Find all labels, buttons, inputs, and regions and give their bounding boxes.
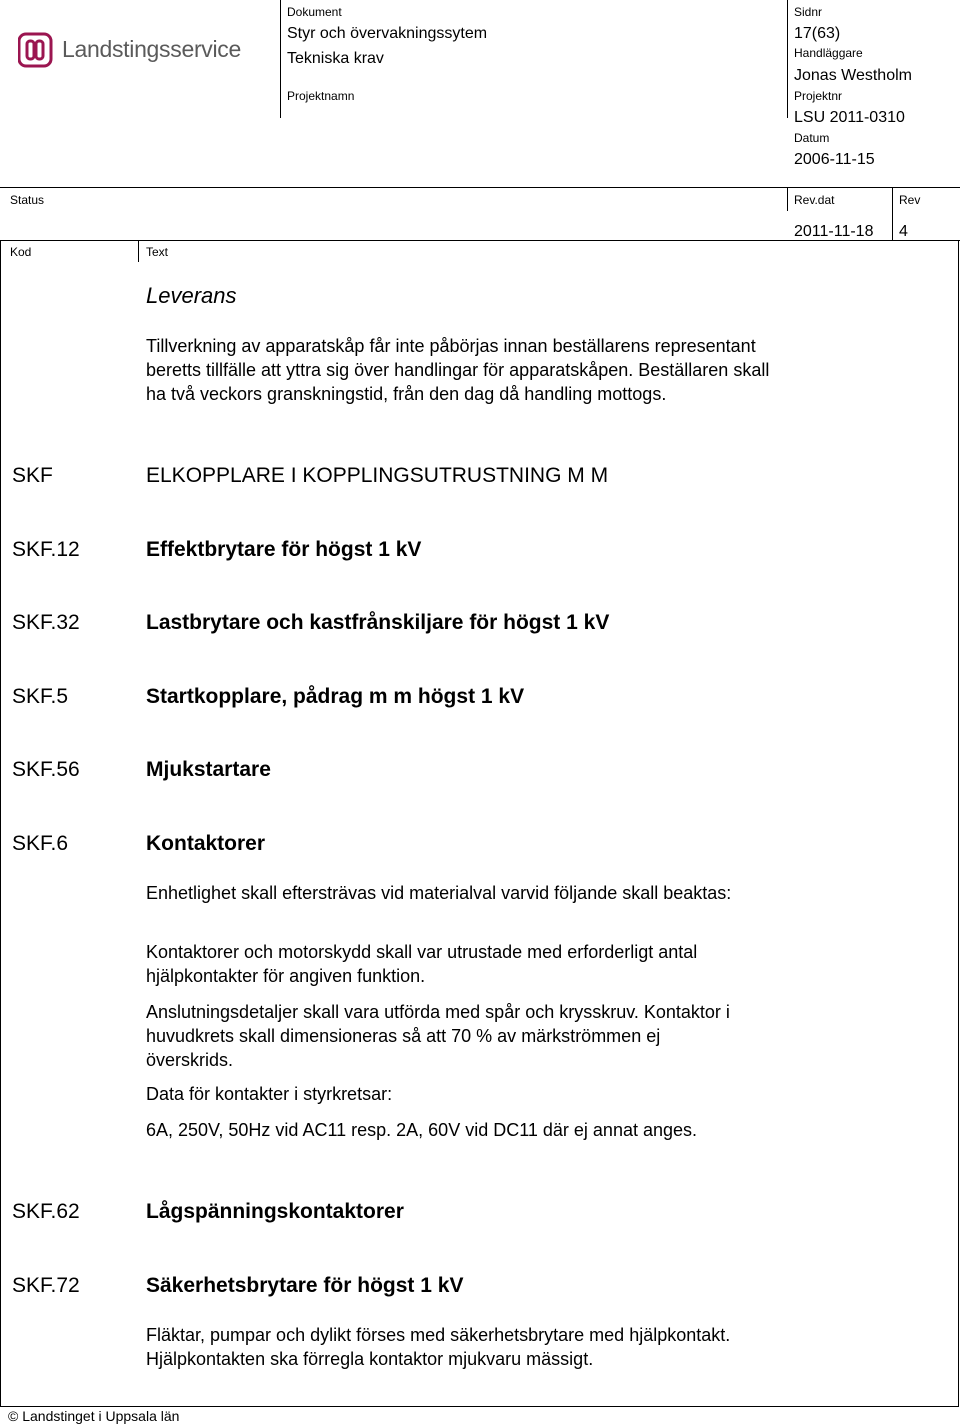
footer-text: Landstinget i Uppsala län [22, 1408, 180, 1424]
leverans-text: Tillverkning av apparatskåp får inte påbörjas innan beställarens representant beretts tillfälle att yttra sig över handlingar för apparatskåpen. Beställaren skall ha två veckors granskningstid, från den dag då handling mottogs. [146, 336, 770, 404]
document-title-line1: Styr och övervakningssytem [287, 25, 488, 42]
section-code-skf32: SKF.32 [12, 611, 80, 634]
section-code-skf: SKF [12, 464, 53, 487]
header-rule-status [0, 187, 960, 188]
projektnr-label: Projektnr [794, 89, 843, 103]
section-title-skf32: Lastbrytare och kastfrånskiljare för högst 1 kV [146, 611, 610, 634]
document-title-line2: Tekniska krav [287, 50, 384, 67]
kontaktorer-paragraph-3: Anslutningsdetaljer skall vara utförda med spår och krysskruv. Kontaktor i huvudkrets skall dimensioneras så att 70 % av märkströmmen ej överskrids. [146, 1002, 730, 1070]
kontaktorer-paragraph-4: Data för kontakter i styrkretsar: [146, 1084, 393, 1104]
section-code-skf5: SKF.5 [12, 685, 69, 708]
kontaktorer-paragraph-5: 6A, 250V, 50Hz vid AC11 resp. 2A, 60V vid DC11 där ej annat anges. [146, 1120, 698, 1140]
kod-divider [138, 240, 139, 262]
footer [8, 1408, 179, 1424]
page-frame-left [0, 240, 1, 1407]
header-divider-left [280, 0, 281, 118]
status-label: Status [10, 193, 45, 207]
rev-value: 4 [899, 223, 908, 240]
text-label: Text [146, 245, 169, 259]
document-label: Dokument [287, 5, 342, 19]
sakerhetsbrytare-text: Fläktar, pumpar och dylikt förses med säkerhetsbrytare med hjälpkontakt. Hjälpkontakten ska förregla kontaktor mjukvaru mässigt. [146, 1325, 731, 1369]
section-title-skf5: Startkopplare, pådrag m m högst 1 kV [146, 685, 525, 708]
rev-label: Rev [899, 193, 921, 207]
section-code-skf72: SKF.72 [12, 1274, 80, 1297]
kontaktorer-paragraph-1: Enhetlighet skall eftersträvas vid materialval varvid följande skall beaktas: [146, 883, 732, 903]
section-title-skf56: Mjukstartare [146, 758, 271, 781]
logo-icon [18, 32, 54, 68]
status-divider-2 [892, 187, 893, 211]
kod-label: Kod [10, 245, 32, 259]
sidnr-label: Sidnr [794, 5, 823, 19]
revdat-value: 2011-11-18 [794, 223, 874, 240]
leverans-title: Leverans [146, 283, 237, 308]
handlaggare-value: Jonas Westholm [794, 67, 912, 84]
copyright-icon: © [8, 1408, 19, 1424]
handlaggare-label: Handläggare [794, 46, 863, 60]
revdat-label: Rev.dat [794, 193, 835, 207]
projektnr-value: LSU 2011-0310 [794, 109, 905, 126]
projektnamn-label: Projektnamn [287, 89, 355, 103]
revdat-divider [892, 211, 893, 241]
logo-text: Landstingsservice [62, 36, 242, 62]
section-code-skf12: SKF.12 [12, 538, 80, 561]
page-frame-bottom [0, 1406, 959, 1407]
section-code-skf62: SKF.62 [12, 1200, 80, 1223]
kontaktorer-paragraph-2: Kontaktorer och motorskydd skall var utrustade med erforderligt antal hjälpkontakter för angiven funktion. [146, 942, 698, 986]
section-title-skf6: Kontaktorer [146, 832, 266, 855]
page-frame-right [958, 240, 959, 1407]
section-title-skf72: Säkerhetsbrytare för högst 1 kV [146, 1274, 464, 1297]
sidnr-value: 17(63) [794, 25, 841, 42]
status-divider-1 [787, 187, 788, 211]
section-code-skf6: SKF.6 [12, 832, 69, 855]
section-title-skf62: Lågspänningskontaktorer [146, 1200, 404, 1223]
header-divider-right [787, 0, 788, 118]
datum-value: 2006-11-15 [794, 151, 875, 168]
section-title-skf: ELKOPPLARE I KOPPLINGSUTRUSTNING M M [146, 464, 609, 487]
section-title-skf12: Effektbrytare för högst 1 kV [146, 538, 422, 561]
datum-label: Datum [794, 131, 830, 145]
section-code-skf56: SKF.56 [12, 758, 80, 781]
